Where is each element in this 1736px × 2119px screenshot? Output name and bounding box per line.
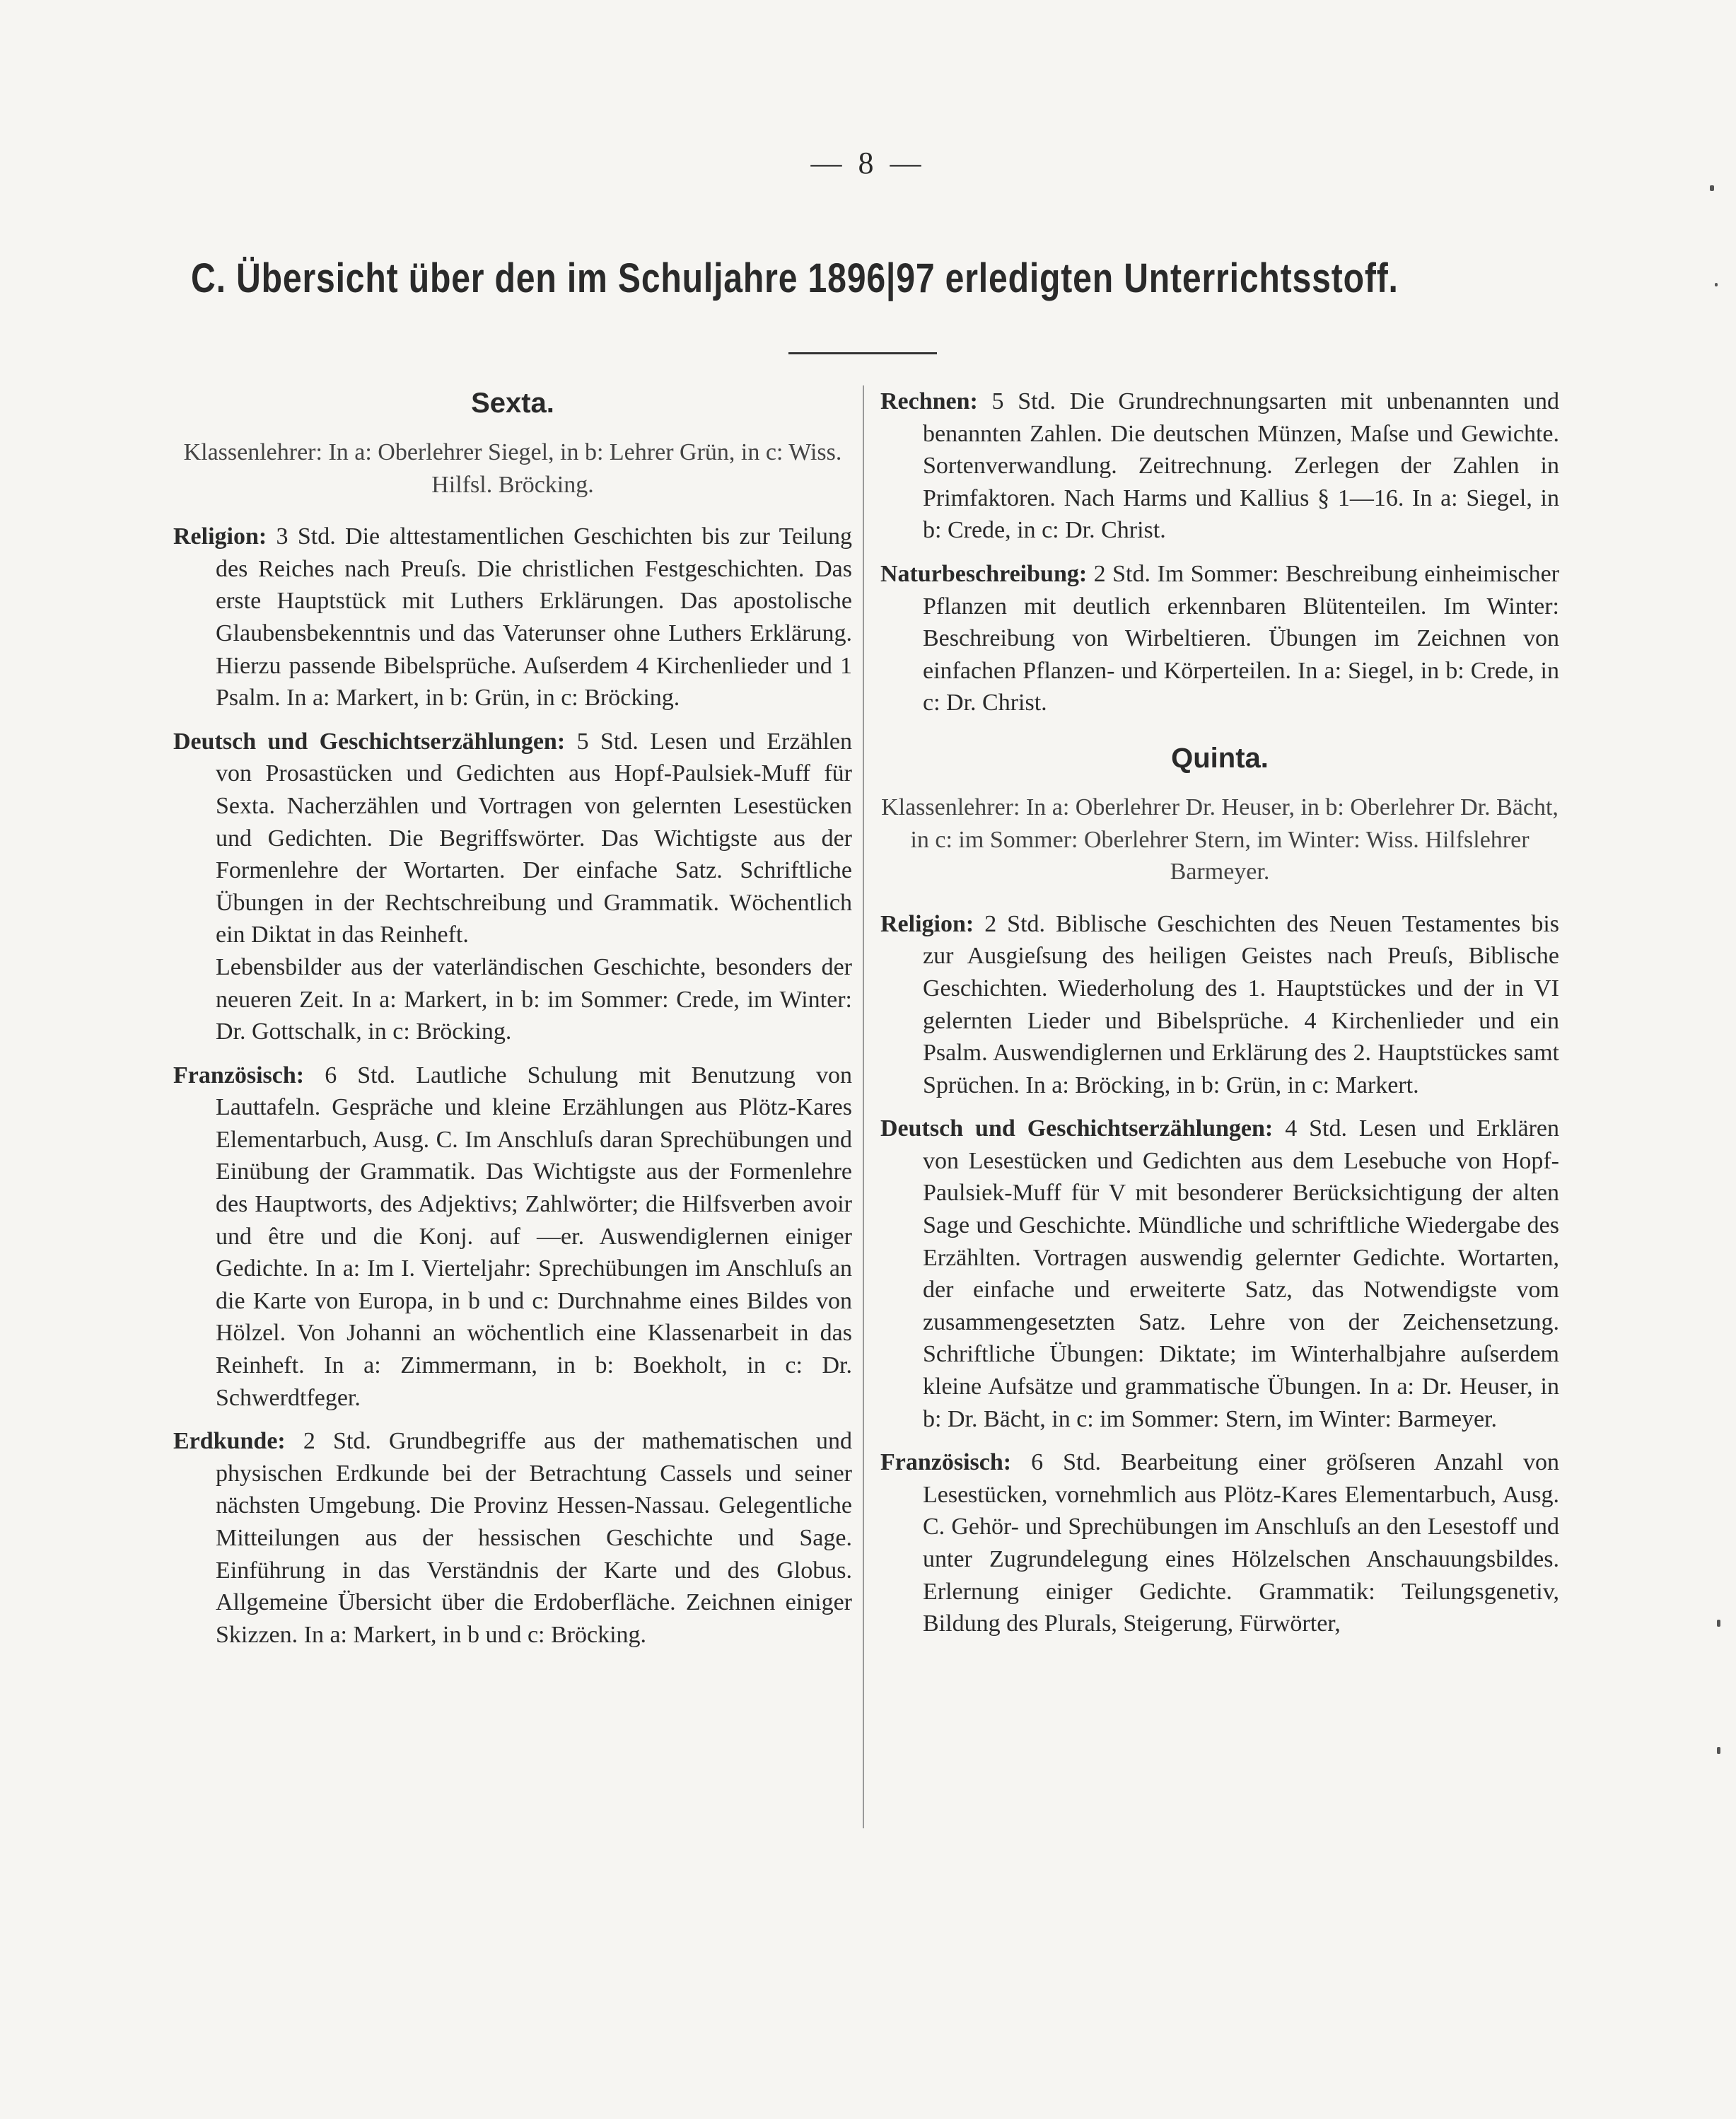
right-column xyxy=(880,385,1559,1651)
subject-text: 6 Std. Bearbeitung einer gröſseren Anzahl von Lesestücken, vornehmlich aus Plötz-Kares Elementarbuch, Ausg. C. Gehör- und Sprechübungen im Anschluſs an den Lesestoff und unter Zugrundelegung eines Hölzelschen Anschauungsbildes. Erlernung einiger Gedichte. Grammatik: Teilungsgenetiv, Bildung des Plurals, Steigerung, Fürwörter, xyxy=(923,1449,1560,1637)
subject-text: 4 Std. Lesen und Erklären von Lesestücken und Gedichten aus dem Lesebuche von Hopf-Paulsiek-Muff für V mit besonderer Berücksichtigung der alten Sage und Geschichte. Mündliche und schriftliche Wiedergabe des Erzählten. Vortragen auswendig gelernter Gedichte. Wortarten, der einfache und erweiterte Satz, das Notwendigste vom zusammengesetzten Satz. Lehre von der Zeichensetzung. Schriftliche Übungen: Diktate; im Winterhalbjahre auſserdem kleine Aufsätze und grammatische Übungen. In a: Dr. Heuser, in b: Dr. Bächt, in c: im Sommer: Stern, im Winter: Barmeyer. xyxy=(923,1115,1560,1432)
column-divider xyxy=(863,385,864,1828)
scan-speck xyxy=(1717,1747,1720,1754)
left-column xyxy=(173,385,852,1662)
subject-text: 2 Std. Grundbegriffe aus der mathematischen und physischen Erdkunde bei der Betrachtung Cassels und seiner nächsten Umgebung. Die Provinz Hessen-Nassau. Gelegentliche Mitteilungen aus der hessischen Geschichte und Sage. Einführung in das Verständnis der Karte und des Globus. Allgemeine Übersicht über die Erdoberfläche. Zeichnen einiger Skizzen. In a: Markert, in b und c: Bröcking. xyxy=(216,1428,853,1648)
class-heading-sexta: Sexta. xyxy=(471,388,554,419)
subject-entry xyxy=(173,521,852,714)
subject-entry xyxy=(173,726,852,1048)
subject-name: Naturbeschreibung: xyxy=(880,560,1088,587)
class-teacher-quinta: Klassenlehrer: In a: Oberlehrer Dr. Heuser, in b: Oberlehrer Dr. Bächt, in c: im Sommer: Oberlehrer Stern, im Winter: Wiss. Hilfslehrer Barmeyer. xyxy=(881,794,1559,886)
class-teacher-sexta: Klassenlehrer: In a: Oberlehrer Siegel, in b: Lehrer Grün, in c: Wiss. Hilfsl. Bröcking. xyxy=(183,439,842,498)
subject-entry xyxy=(173,1425,852,1651)
subject-entry xyxy=(880,385,1559,547)
title-divider xyxy=(788,352,937,354)
subject-text-continued: Lebensbilder aus der vaterländischen Geschichte, besonders der neueren Zeit. In a: Markert, in b: im Sommer: Crede, im Winter: Dr. Gottschalk, in c: Bröcking. xyxy=(216,953,852,1045)
subject-text: 6 Std. Lautliche Schulung mit Benutzung von Lauttafeln. Gespräche und kleine Erzählungen aus Plötz-Kares Elementarbuch, Ausg. C. Im Anschluſs daran Sprechübungen und Einübung der Grammatik. Das Wichtigste aus der Formenlehre des Hauptworts, des Adjektivs; Zahlwörter; die Hilfsverben avoir und être und die Konj. auf —er. Auswendiglernen einiger Gedichte. In a: Im I. Vierteljahr: Sprechübungen im Anschluſs an die Karte von Europa, in b und c: Durchnahme eines Bildes von Hölzel. Von Johanni an wöchentlich eine Klassenarbeit in das Reinheft. In a: Zimmermann, in b: Boekholt, in c: Dr. Schwerdtfeger. xyxy=(216,1062,853,1411)
subject-entry xyxy=(880,1113,1559,1435)
subject-name: Rechnen: xyxy=(880,388,978,414)
subject-name: Religion: xyxy=(173,523,267,550)
subject-text: 3 Std. Die alttestamentlichen Geschichten bis zur Teilung des Reiches nach Preuſs. Die christlichen Festgeschichten. Das erste Hauptstück mit Luthers Erklärungen. Das apostolische Glaubensbekenntnis und das Vaterunser ohne Luthers Erklärung. Hierzu passende Bibelsprüche. Auſserdem 4 Kirchenlieder und 1 Psalm. In a: Markert, in b: Grün, in c: Bröcking. xyxy=(216,523,852,712)
class-heading-quinta: Quinta. xyxy=(1171,742,1269,774)
subject-name: Religion: xyxy=(880,910,974,937)
subject-text: 2 Std. Biblische Geschichten des Neuen Testamentes bis zur Ausgieſsung des heiligen Geistes nach Preuſs, Biblische Geschichten. Wiederholung des 1. Hauptstückes und der in VI gelernten Lieder und Bibelsprüche. 4 Kirchenlieder und ein Psalm. Auswendiglernen und Erklärung des 2. Hauptstückes samt Sprüchen. In a: Bröcking, in b: Grün, in c: Markert. xyxy=(923,910,1560,1098)
subject-name: Deutsch und Geschichtserzählungen: xyxy=(173,728,566,755)
subject-text: 5 Std. Die Grundrechnungsarten mit unbenannten und benannten Zahlen. Die deutschen Münzen, Maſse und Gewichte. Sortenverwandlung. Zeitrechnung. Zerlegen der Zahlen in Primfaktoren. Nach Harms und Kallius § 1—16. In a: Siegel, in b: Crede, in c: Dr. Christ. xyxy=(923,388,1559,544)
subject-name: Französisch: xyxy=(880,1449,1012,1476)
page-title: C. Übersicht über den im Schuljahre 1896|97 erledigten Unterrichtsstoff. xyxy=(191,255,1399,301)
scan-speck xyxy=(1715,283,1718,286)
subject-name: Französisch: xyxy=(173,1062,305,1088)
subject-name: Deutsch und Geschichtserzählungen: xyxy=(880,1115,1274,1142)
subject-entry xyxy=(880,908,1559,1102)
subject-text: 2 Std. Im Sommer: Beschreibung einheimischer Pflanzen mit deutlich erkennbaren Blütenteilen. Im Winter: Beschreibung von Wirbeltieren. Übungen im Zeichnen von einfachen Pflanzen- und Körperteilen. In a: Siegel, in b: Crede, in c: Dr. Christ. xyxy=(923,560,1560,716)
scan-speck xyxy=(1710,185,1714,191)
subject-entry xyxy=(880,558,1559,719)
subject-text: 5 Std. Lesen und Erzählen von Prosastücken und Gedichten aus Hopf-Paulsiek-Muff für Sexta. Nacherzählen und Vortragen von gelernten Lesestücken und Gedichten. Die Begriffswörter. Das Wichtigste aus der Formenlehre der Wortarten. Der einfache Satz. Schriftliche Übungen in der Rechtschreibung und Grammatik. Wöchentlich ein Diktat in das Reinheft. xyxy=(216,728,853,948)
subject-name: Erdkunde: xyxy=(173,1428,286,1455)
scan-speck xyxy=(1717,1620,1720,1627)
subject-entry xyxy=(880,1446,1559,1640)
page-number: — 8 — xyxy=(810,146,926,180)
subject-entry xyxy=(173,1060,852,1415)
